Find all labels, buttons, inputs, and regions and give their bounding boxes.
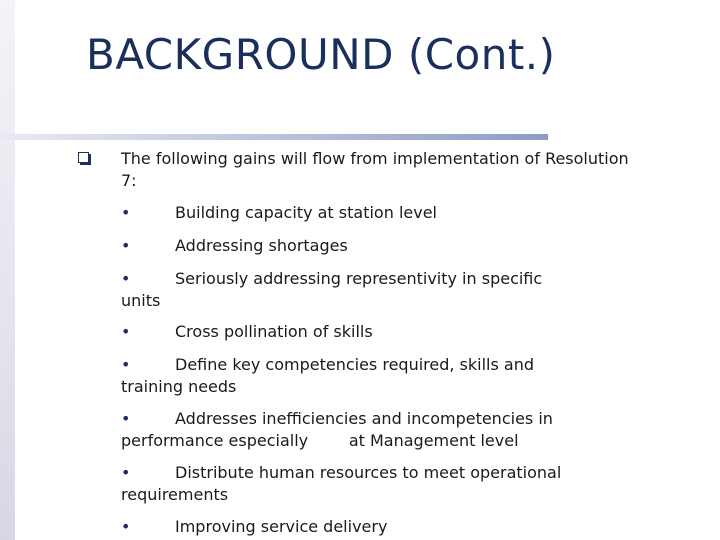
- list-item-text: Addressing shortages: [175, 236, 348, 255]
- list-item-text: Addresses inefficiencies and incompetencies in: [175, 409, 553, 428]
- list-item-continuation: training needs: [121, 377, 237, 396]
- bullet-icon: •: [121, 236, 131, 255]
- list-item-text: Distribute human resources to meet operational: [175, 463, 562, 482]
- list-item: [121, 354, 621, 398]
- list-item: [121, 516, 621, 538]
- intro-text: The following gains will flow from implementation of Resolution 7:: [121, 149, 629, 190]
- title-divider: [0, 134, 548, 140]
- bullet-icon: •: [121, 322, 131, 341]
- bullet-icon: •: [121, 203, 131, 222]
- bullet-icon: •: [121, 409, 131, 428]
- list-item: [121, 268, 621, 312]
- list-item-text: Improving service delivery: [175, 517, 388, 536]
- list-item-text: Define key competencies required, skills and: [175, 355, 535, 374]
- slide-title: BACKGROUND (Cont.): [86, 30, 556, 79]
- list-item-continuation: requirements: [121, 485, 229, 504]
- checkbox-bullet-icon: [78, 152, 89, 163]
- list-item-text: Building capacity at station level: [175, 203, 437, 222]
- list-item: [121, 235, 621, 257]
- list-item-continuation: performance especially at Management level: [121, 431, 519, 450]
- list-item: [121, 321, 621, 343]
- list-item: [121, 202, 621, 224]
- left-decorative-stripe: [0, 0, 15, 540]
- bullet-icon: •: [121, 463, 131, 482]
- list-item-continuation: units: [121, 291, 161, 310]
- bullet-icon: •: [121, 355, 131, 374]
- list-item: [121, 462, 621, 506]
- list-item: [121, 408, 621, 452]
- list-item-text: Cross pollination of skills: [175, 322, 373, 341]
- bullet-icon: •: [121, 269, 131, 288]
- list-item-text: Seriously addressing representivity in specific: [175, 269, 543, 288]
- bullet-icon: •: [121, 517, 131, 536]
